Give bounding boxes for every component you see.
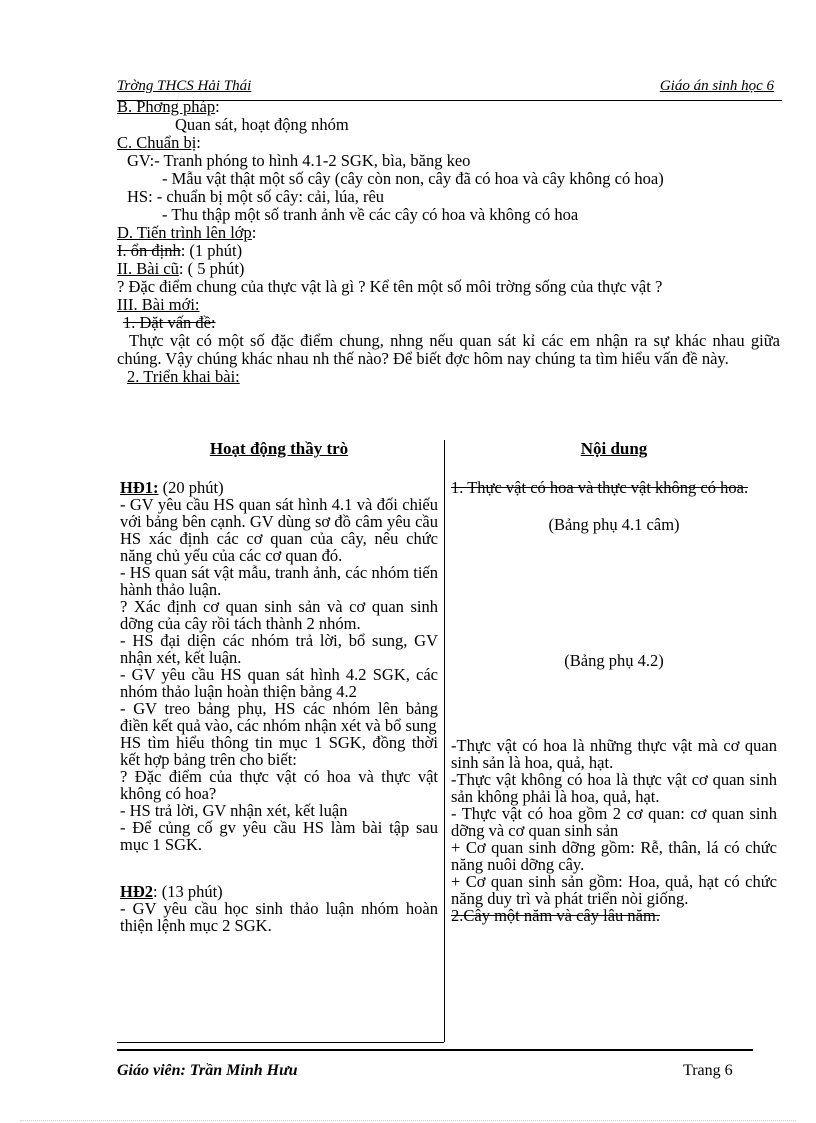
section-b-heading: B. Phơng pháp	[117, 97, 216, 116]
section-b-text: Quan sát, hoạt động nhóm	[175, 115, 349, 134]
content-point: + Cơ quan sinh dỡng gồm: Rễ, thân, lá có chức năng nuôi dỡng cây.	[451, 838, 777, 874]
school-name: Trờng THCS Hải Thái	[117, 78, 252, 94]
left-paragraph: - HS trả lời, GV nhận xét, kết luận	[120, 801, 348, 820]
teacher-name: Giáo viên: Trần Minh Hưu	[117, 1062, 298, 1079]
right-column-header: Nội dung	[580, 439, 648, 458]
left-paragraph: - HS quan sát vật mẫu, tranh ảnh, các nhóm tiến hành thảo luận.	[120, 563, 438, 599]
hs-prep-2: - Thu thập một số tranh ảnh về các cây có hoa và không có hoa	[162, 205, 579, 224]
subsection-2-heading: 2. Triển khai bài:	[127, 367, 240, 386]
board-4-2-label: (Bảng phụ 4.2)	[564, 651, 664, 670]
left-paragraph: - GV yêu cầu HS quan sát hình 4.1 và đối chiếu với bảng bên cạnh. GV dùng sơ đồ câm yêu cầu HS xác định các cơ quan của cây, nêu chức năng chủ yếu của các cơ quan đó.	[120, 495, 438, 565]
left-paragraph: - GV treo bảng phụ, HS các nhóm lên bảng điền kết quả vào, các nhóm nhận xét và bổ sung	[120, 699, 438, 735]
step-iii-heading: III. Bài mới:	[117, 295, 200, 314]
table-bottom-rule	[117, 1042, 444, 1043]
hs-prep-1: HS: - chuẩn bị một số cây: cải, lúa, rêu	[127, 187, 385, 206]
page-number: Trang 6	[683, 1062, 733, 1079]
left-paragraph: - Để củng cố gv yêu cầu HS làm bài tập sau mục 1 SGK.	[120, 818, 438, 854]
step-i-time: : (1 phút)	[180, 241, 243, 260]
section-c-heading: C. Chuẩn bị	[117, 133, 197, 152]
lesson-intro: B. Phơng pháp: Quan sát, hoạt động nhóm C. Chuẩn bị: GV:- Tranh phóng to hình 4.1-2 SGK, bìa, băng keo - Mẫu vật thật một số cây (cây còn non, cây đã có hoa và cây không có hoa) HS: - chuẩn bị một số cây: cải, lúa, rêu - Thu thập một số tranh ảnh về các cây có hoa và không có hoa D. Tiến trình lên lớp: I. ổn định: (1 phút) II. Bài cũ: ( 5 phút) ? Đặc điểm chung của thực vật là gì ? Kể tên một số môi trờng sống của thực vật ? III. Bài mới: 1. Đặt vấn đề: Thực vật có một số đặc điểm chung, nhng nếu quan sát kỉ các em nhận ra sự khác nhau giữa chúng. Vậy chúng khác nhau nh thế nào? Để biết đợc hôm nay chúng ta tìm hiểu vấn đề này. 2. Triển khai bài:	[117, 97, 780, 386]
subject-title: Giáo án sinh học 6	[659, 78, 774, 94]
content-point: + Cơ quan sinh sản gồm: Hoa, quả, hạt có chức năng duy trì và phát triển nòi giống.	[451, 872, 777, 908]
content-title-1: 1. Thực vật có hoa và thực vật không có hoa.	[451, 478, 749, 497]
hd2-text: - GV yêu cầu học sinh thảo luận nhóm hoàn thiện lệnh mục 2 SGK.	[120, 899, 438, 935]
review-question: ? Đặc điểm chung của thực vật là gì ? Kể tên một số môi trờng sống của thực vật ?	[117, 277, 663, 296]
page-edge	[20, 1120, 796, 1121]
left-paragraph: HS tìm hiểu thông tin mục 1 SGK, đồng thời kết hợp bảng trên cho biết:	[120, 733, 438, 769]
step-ii-heading: II. Bài cũ	[117, 259, 179, 278]
left-paragraph: ? Xác định cơ quan sinh sản và cơ quan sinh dỡng của cây rồi tách thành 2 nhóm.	[120, 597, 438, 633]
left-paragraph: - HS đại diện các nhóm trả lời, bổ sung, GV nhận xét, kết luận.	[120, 631, 438, 667]
content-title-2: 2.Cây một năm và cây lâu năm.	[451, 906, 660, 925]
footer-rule	[117, 1049, 753, 1051]
gv-prep-1: GV:- Tranh phóng to hình 4.1-2 SGK, bìa, băng keo	[127, 151, 471, 170]
step-i-heading: I. ổn định	[117, 241, 181, 260]
content-point: -Thực vật có hoa là những thực vật mà cơ quan sinh sản là hoa, quả, hạt.	[451, 736, 777, 772]
left-paragraph: ? Đặc điểm của thực vật có hoa và thực vật không có hoa?	[120, 767, 438, 803]
left-column-header: Hoạt động thầy trò	[209, 439, 349, 458]
content-column	[451, 440, 777, 924]
hd1-label: HĐ1:	[120, 478, 159, 497]
left-paragraph: - GV yêu cầu HS quan sát hình 4.2 SGK, các nhóm thảo luận hoàn thiện bảng 4.2	[120, 665, 438, 701]
content-point: -Thực vật không có hoa là thực vật cơ quan sinh sản không phải là hoa, quả, hạt.	[451, 770, 777, 806]
content-point: - Thực vật có hoa gồm 2 cơ quan: cơ quan sinh dỡng và cơ quan sinh sản	[451, 804, 777, 840]
hd2-time: : (13 phút)	[153, 882, 223, 901]
hd1-time: (20 phút)	[158, 478, 224, 497]
teacher-student-column	[120, 440, 438, 934]
table-divider	[444, 440, 445, 1042]
lesson-table	[117, 440, 780, 1044]
section-d-heading: D. Tiến trình lên lớp	[117, 223, 252, 242]
hd2-label: HĐ2	[120, 882, 153, 901]
subsection-1-text: Thực vật có một số đặc điểm chung, nhng nếu quan sát kỉ các em nhận ra sự khác nhau giữa chúng. Vậy chúng khác nhau nh thế nào? Để biết đợc hôm nay chúng ta tìm hiểu vấn đề này.	[117, 331, 780, 368]
step-ii-time: : ( 5 phút)	[178, 259, 245, 278]
subsection-1-heading: 1. Đặt vấn đề:	[123, 313, 216, 332]
gv-prep-2: - Mẫu vật thật một số cây (cây còn non, cây đã có hoa và cây không có hoa)	[162, 169, 664, 188]
board-4-1-label: (Bảng phụ 4.1 câm)	[548, 515, 680, 534]
